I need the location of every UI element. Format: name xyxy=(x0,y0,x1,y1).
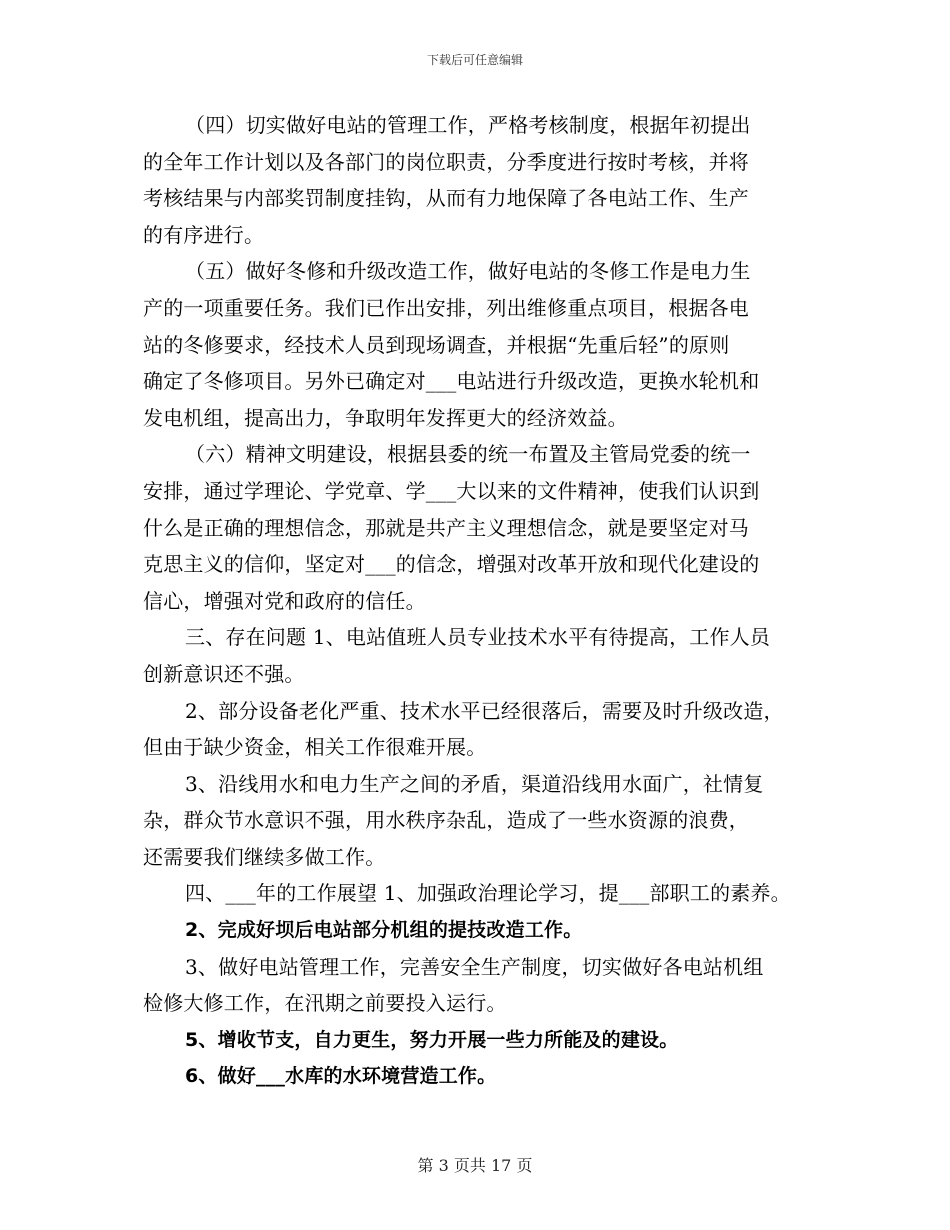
text-line: （五）做好冬修和升级改造工作，做好电站的冬修工作是电力生 xyxy=(185,259,751,284)
text-line: 信心，增强对党和政府的信任。 xyxy=(143,588,426,613)
text-line: 安排，通过学理论、学党章、学___大以来的文件精神，使我们认识到 xyxy=(143,478,760,503)
text-line: 检修大修工作，在汛期之前要投入运行。 xyxy=(143,991,507,1016)
text-line: 考核结果与内部奖罚制度挂钩，从而有力地保障了各电站工作、生产 xyxy=(143,186,749,211)
text-line: 的全年工作计划以及各部门的岗位职责，分季度进行按时考核，并将 xyxy=(143,149,749,174)
page-header: 下载后可任意编辑 xyxy=(426,53,523,67)
text-line: 的有序进行。 xyxy=(143,222,265,247)
text-line: 但由于缺少资金，相关工作很难开展。 xyxy=(143,735,487,760)
text-line: 创新意识还不强。 xyxy=(143,661,305,686)
text-line: 3、做好电站管理工作，完善安全生产制度，切实做好各电站机组 xyxy=(185,954,764,979)
text-line: 6、做好___水库的水环境营造工作。 xyxy=(185,1065,497,1088)
text-line: 克思主义的信仰，坚定对___的信念，增强对改革开放和现代化建设的 xyxy=(143,552,760,577)
text-line: 三、存在问题 1、电站值班人员专业技术水平有待提高，工作人员 xyxy=(185,625,771,650)
text-line: 2、完成好坝后电站部分机组的提技改造工作。 xyxy=(185,919,583,942)
text-line: 2、部分设备老化严重、技术水平已经很落后，需要及时升级改造， xyxy=(185,698,784,723)
text-line: 发电机组，提高出力，争取明年发挥更大的经济效益。 xyxy=(143,405,628,430)
text-line: （六）精神文明建设，根据县委的统一布置及主管局党委的统一 xyxy=(185,442,751,467)
document-body xyxy=(143,107,823,1095)
text-line: （四）切实做好电站的管理工作，严格考核制度，根据年初提出 xyxy=(185,113,751,137)
text-line: 杂，群众节水意识不强，用水秩序杂乱，造成了一些水资源的浪费， xyxy=(143,808,749,833)
text-line: 还需要我们继续多做工作。 xyxy=(143,844,386,869)
text-line: 3、沿线用水和电力生产之间的矛盾，渠道沿线用水面广，社情复 xyxy=(185,771,764,796)
text-line: 产的一项重要任务。我们已作出安排，列出维修重点项目，根据各电 xyxy=(143,295,749,320)
page-number: 第 3 页共 17 页 xyxy=(417,1156,533,1175)
text-line: 四、___年的工作展望 1、加强政治理论学习，提___部职工的素养。 xyxy=(185,881,791,906)
text-line: 什么是正确的理想信念，那就是共产主义理想信念，就是要坚定对马 xyxy=(143,515,749,540)
text-line: 站的冬修要求，经技术人员到现场调查，并根据“先重后轻”的原则 xyxy=(143,332,730,357)
text-line: 确定了冬修项目。另外已确定对___电站进行升级改造，更换水轮机和 xyxy=(143,369,760,394)
text-line: 5、增收节支，自力更生，努力开展一些力所能及的建设。 xyxy=(185,1028,679,1051)
